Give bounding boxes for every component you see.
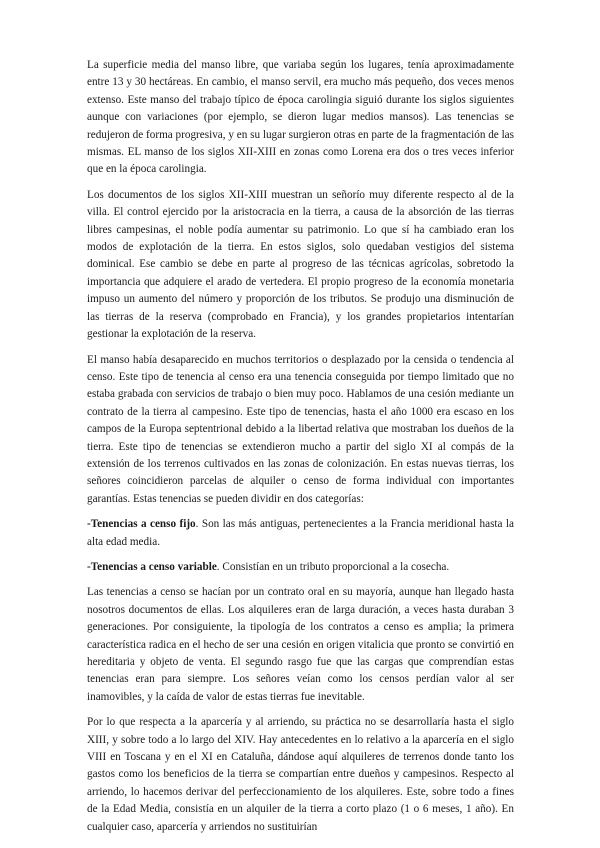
- item-text: . Son las más antiguas, pertenecientes a la Francia meridional hasta la alta edad media.: [87, 518, 514, 548]
- paragraph-manso-superficie: La superficie media del manso libre, que variaba según los lugares, tenía aproximadamente entre 13 y 30 hectáreas. En cambio, el manso servil, era mucho más pequeño, dos veces menos extenso. Este manso del trabajo típico de época carolingia siguió durante los siglos siguientes aunque con variaciones (por ejemplo, se dieron lugar medios mansos). Las tenencias se redujeron de forma progresiva, y en su lugar surgieron otras en parte de la fragmentación de las mismas. EL manso de los siglos XII-XIII en zonas como Lorena era dos o tres veces inferior que en la época carolingia.: [87, 59, 514, 176]
- paragraph-contratos-censo: Las tenencias a censo se hacían por un contrato oral en su mayoría, aunque han llegado hasta nosotros documentos de ellas. Los alquileres eran de larga duración, a veces hasta duraban 3 generaciones. Por consiguiente, la tipología de los contratos a censo es amplia; la primera característica radica en el hecho de ser una cesión en origen vitalicia que pronto se convirtió en hereditaria y objeto de venta. El segundo rasgo fue que las cargas que comprendían estas tenencias eran para siempre. Los señores veían como los censos perdían valor al ser inamovibles, y la caída de valor de estas tierras fue inevitable.: [87, 586, 514, 703]
- item-text: . Consistían en un tributo proporcional a la cosecha.: [216, 560, 450, 573]
- list-item-censo-fijo: [87, 516, 514, 551]
- paragraph-manso-censo: El manso había desaparecido en muchos territorios o desplazado por la censida o tendencia al censo. Este tipo de tenencia al censo era una tenencia conseguida por tiempo limitado que no estaba grabada con servicios de trabajo o bien muy poco. Hablamos de una cesión mediante un contrato de la tierra al campesino. Este tipo de tenencias, hasta el año 1000 era escaso en los campos de la Europa septentrional debido a la libertad relativa que mostraban los dueños de la tierra. Este tipo de tenencias se extendieron mucho a partir del siglo XI al compás de la extensión de los terrenos cultivados en las zonas de colonización. En estas nuevas tierras, los señores coincidieron parcelas de alquiler o censo de forma individual con importantes garantías. Estas tenencias se pueden dividir en dos categorías:: [87, 353, 514, 505]
- item-term: -Tenencias a censo variable: [87, 560, 217, 573]
- paragraph-aparceria-arriendo: Por lo que respecta a la aparcería y al arriendo, su práctica no se desarrollaría hasta el siglo XIII, y sobre todo a lo largo del XIV. Hay antecedentes en lo relativo a la aparcería en el siglo VIII en Toscana y en el XI en Cataluña, dándose aquí alquileres de terrenos donde tanto los gastos como los beneficios de la tierra se compartían entre dueños y campesinos. Respecto al arriendo, lo hacemos derivar del perfeccionamiento de los alquileres. Este, sobre todo a fines de la Edad Media, consistía en un alquiler de la tierra a corto plazo (1 o 6 meses, 1 año). En cualquier caso, aparcería y arriendos no sustituirían: [87, 716, 514, 833]
- paragraph-documentos-siglos: Los documentos de los siglos XII-XIII muestran un señorío muy diferente respecto al de la villa. El control ejercido por la aristocracia en la tierra, a causa de la absorción de las tierras libres campesinas, el noble podía aumentar su patrimonio. Lo que sí ha cambiado eran los modos de explotación de la tierra. En estos siglos, solo quedaban vestigios del sistema dominical. Ese cambio se debe en parte al progreso de las técnicas agrícolas, sobretodo la importancia que adquiere el arado de vertedera. El propio progreso de la economía monetaria impuso un aumento del número y proporción de los tributos. Se produjo una disminución de las tierras de la reserva (comprobado en Francia), y los grandes propietarios intentarían gestionar la explotación de la reserva.: [87, 188, 514, 341]
- list-item-censo-variable: [87, 559, 514, 576]
- item-term: -Tenencias a censo fijo: [87, 518, 196, 531]
